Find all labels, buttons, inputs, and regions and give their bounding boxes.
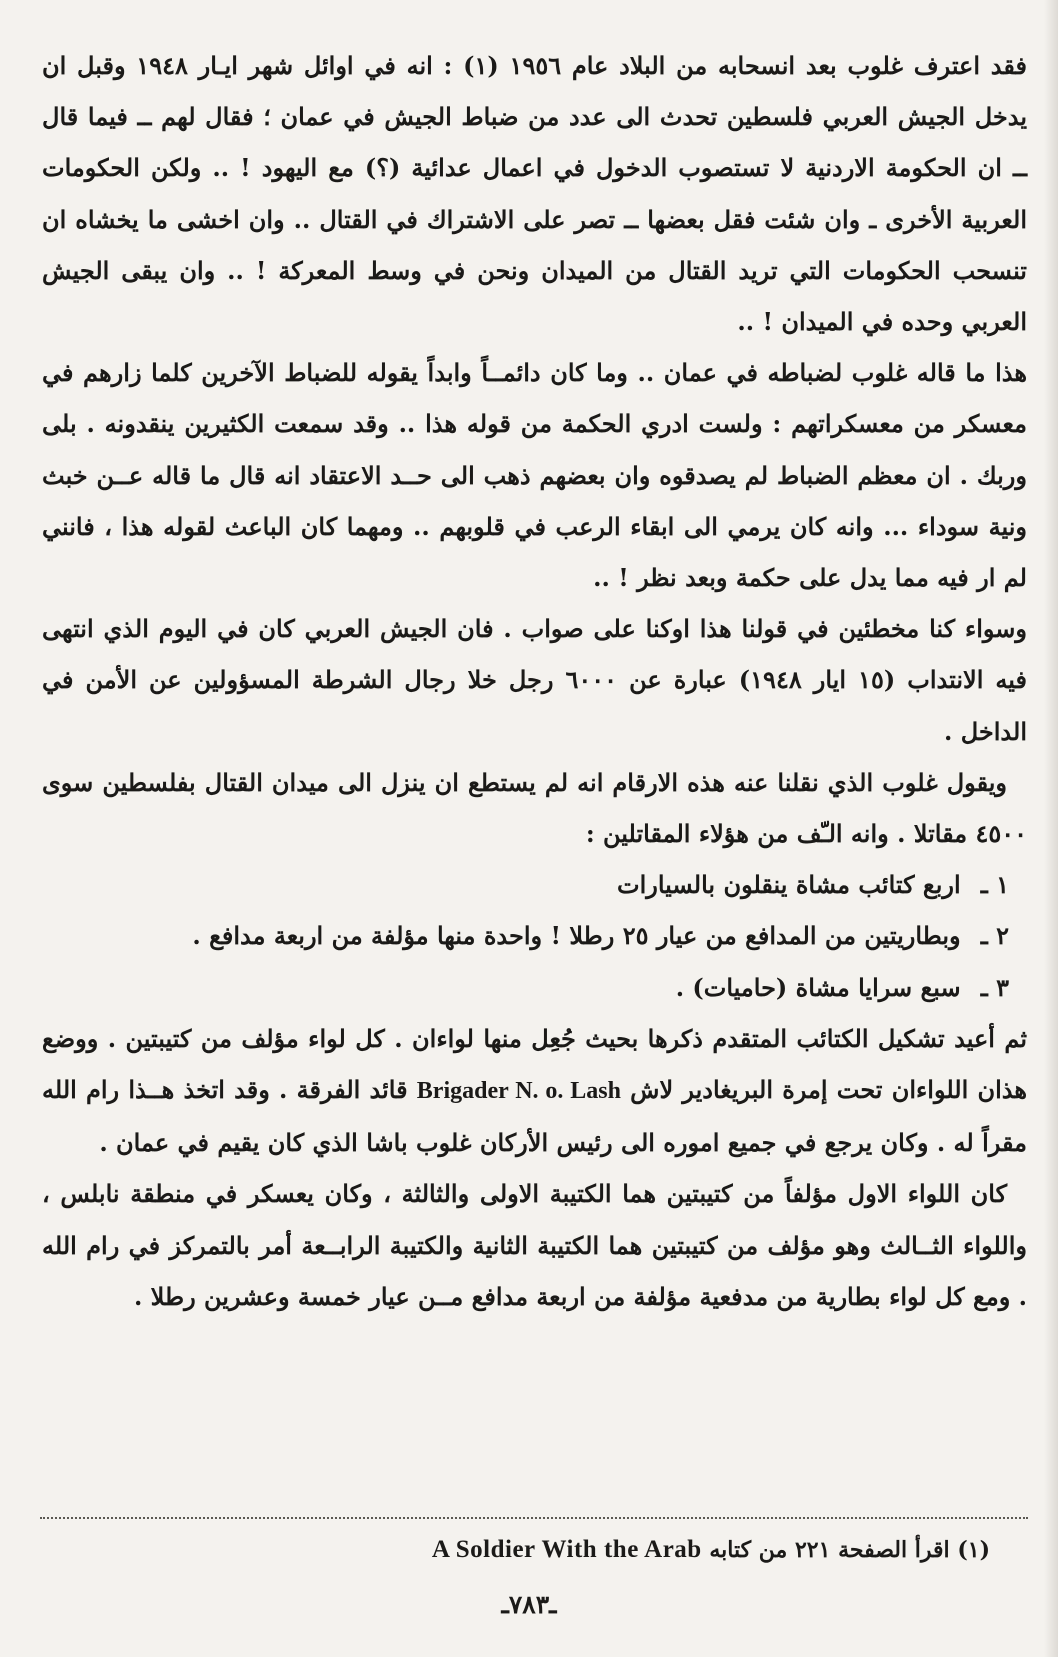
footnote-marker: (١): [957, 1537, 990, 1563]
scan-edge: [1044, 0, 1058, 1657]
page-number: ـ٧٨٣ـ: [501, 1590, 557, 1619]
paragraph-part: قائد الفرقة . وقد اتخذ هــذا رام الله مقراً له . وكان يرجع في جميع اموره الى رئيس الأركان غلوب باشا الذي كان يقيم في عمان .: [42, 1075, 1027, 1158]
paragraph: [42, 1013, 1027, 1169]
book-title: A Soldier With the Arab: [431, 1536, 702, 1563]
list-item: [42, 910, 1027, 961]
list-item: [42, 962, 1027, 1013]
paragraph: فقد اعترف غلوب بعد انسحابه من البلاد عام ١٩٥٦ (١) : انه في اوائل شهر ايـار ١٩٤٨ وقبل ان يدخل الجيش العربي فلسطين تحدث الى عدد من ضباط الجيش في عمان ؛ فقال لهم ــ فيما قال ــ ان الحكومة الاردنية لا تستصوب الدخول في اعمال عدائية (؟) مع اليهود ! .. ولكن الحكومات العربية الأخرى ـ وان شئت فقل بعضها ــ تصر على الاشتراك في القتال .. وان اخشى ما يخشاه ان تنسحب الحكومات التي تريد القتال من الميدان ونحن في وسط المعركة ! .. وان يبقى الجيش العربي وحده في الميدان ! ..: [42, 51, 1028, 337]
footnote: [300, 1528, 990, 1572]
paragraph: وسواء كنا مخطئين في قولنا هذا اوكنا على صواب . فان الجيش العربي كان في اليوم الذي انتهى فيه الانتداب (١٥ ايار ١٩٤٨) عبارة عن ٦٠٠٠ رجل خلا رجال الشرطة المسؤولين عن الأمن في الداخل .: [42, 614, 1027, 746]
list-number: ٣ ـ: [980, 972, 1009, 1002]
footnote-text: اقرأ الصفحة ٢٢١ من كتابه: [709, 1537, 950, 1563]
paragraph: كان اللواء الاول مؤلفاً من كتيبتين هما الكتيبة الاولى والثالثة ، وكان يعسكر في منطقة نابلس ، واللواء الثــالث وهو مؤلف من كتيبتين هما الكتيبة الثانية والكتيبة الرابــعة أمر بالتمركز في رام الله . ومع كل لواء بطارية من مدفعية مؤلفة من اربعة مدافع مــن عيار خمسة وعشرين رطلا .: [42, 1179, 1027, 1311]
list-number: ٢ ـ: [980, 921, 1009, 951]
paragraph: هذا ما قاله غلوب لضباطه في عمان .. وما كان دائمــاً وابداً يقوله للضباط الآخرين كلما زارهم في معسكر من معسكراتهم : ولست ادري الحكمة من قوله هذا .. وقد سمعت الكثيرين ينقدونه . بلى وربك . ان معظم الضباط لم يصدقوه وان بعضهم ذهب الى حــد الاعتقاد انه قال ما قاله عــن خبث ونية سوداء ... وانه كان يرمي الى ابقاء الرعب في قلوبهم .. ومهما كان الباعث لقوله هذا ، فانني لم ار فيه مما يدل على حكمة وبعد نظر ! ..: [42, 358, 1027, 593]
latin-name: Brigader N. o. Lash: [416, 1078, 621, 1105]
list-text: وبطاريتين من المدافع من عيار ٢٥ رطلا ! واحدة منها مؤلفة من اربعة مدافع .: [192, 921, 961, 951]
list-item: [42, 859, 1027, 910]
list-text: سبع سرايا مشاة (حاميات) .: [675, 972, 961, 1002]
paragraph: ويقول غلوب الذي نقلنا عنه هذه الارقام انه لم يستطع ان ينزل الى ميدان القتال بفلسطين سوى ٤٥٠٠ مقاتلا . وانه الـّف من هؤلاء المقاتلين :: [42, 767, 1027, 849]
units-list: [42, 859, 1027, 1013]
list-text: اربع كتائب مشاة ينقلون بالسيارات: [616, 870, 961, 900]
paragraph-part: ثم أعيد تشكيل الكتائب المتقدم ذكرها بحيث جُعِل منها لواءان . كل لواء مؤلف من كتيبتين . ووضع هذان اللواءان تحت إمرة البريغادير لاش: [42, 1023, 1028, 1105]
main-text: [42, 40, 1027, 1322]
list-number: ١ ـ: [980, 870, 1009, 900]
footnote-divider: [40, 1517, 1028, 1519]
